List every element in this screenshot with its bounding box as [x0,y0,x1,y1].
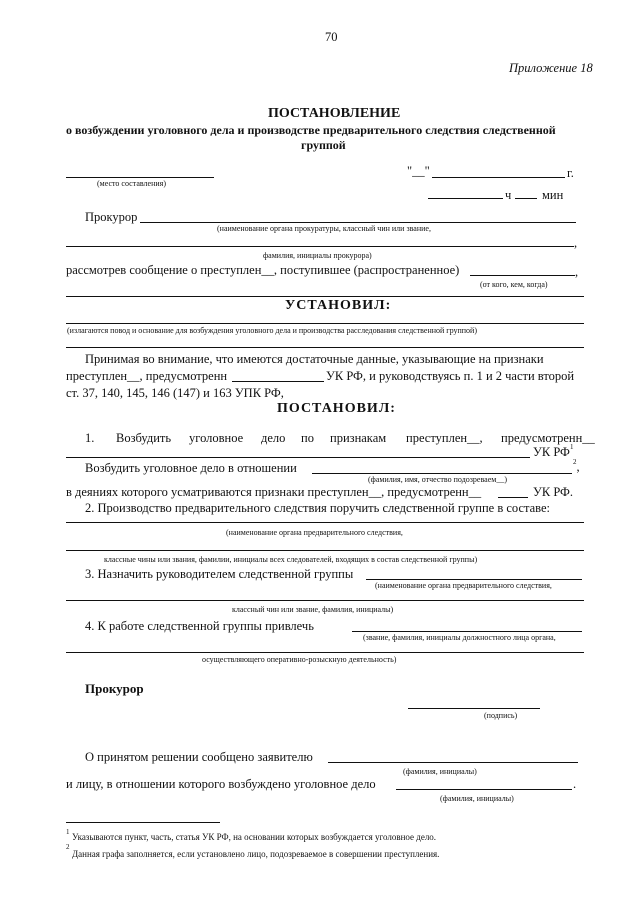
hours-label: ч [505,188,512,202]
grounds-hint: (излагаются повод и основание для возбуждения уголовного дела и производства расследования следственной группой) [67,326,477,335]
considered-extra-line[interactable] [66,296,584,297]
comma: , [575,265,579,279]
item3-rank-line[interactable] [66,600,584,601]
notify-person: и лицу, в отношении которого возбуждено уголовное дело [66,777,376,791]
item1-word: 1. [85,431,95,445]
considering-line2-a: преступлен__, предусмотренн [66,369,228,383]
item2-text: 2. Производство предварительного следствия поручить следственной группе в составе: [85,501,551,515]
deeds-text: в деяниях которого усматриваются признаки преступлен__, предусмотренн__ [66,485,482,499]
item2-org-line[interactable] [66,522,584,523]
class-rank-hint: классный чин или звание, фамилия, инициалы) [232,605,394,614]
item4-text: 4. К работе следственной группы привлечь [85,619,314,633]
item1-word: признакам [330,431,387,445]
item1-word: преступлен__, [406,431,483,445]
footnote-mark-2-inline: $^2$, [573,458,580,474]
item1-against: Возбудить уголовное дело в отношении [85,461,297,475]
prosecutor-name-line[interactable] [66,246,574,247]
signature-line[interactable] [408,708,540,709]
prosecutor-name-hint: фамилия, инициалы прокурора) [263,251,372,260]
date-month-line[interactable] [432,177,565,178]
prosecutor-org-hint: (наименование органа прокуратуры, классный чин или звание, [217,224,431,233]
hours-line[interactable] [428,198,503,199]
investigators-hint: классные чины или звания, фамилии, инициалы всех следователей, входящих в состав следственной группы) [104,555,478,564]
resolved-heading: ПОСТАНОВИЛ: [277,401,396,416]
grounds-line[interactable] [66,323,584,324]
name-initials-hint-2: (фамилия, инициалы) [440,794,514,803]
minutes-label: мин [542,188,564,202]
considering-line3: ст. 37, 140, 145, 146 (147) и 163 УПК РФ, [66,386,284,400]
notify-applicant: О принятом решении сообщено заявителю [85,750,313,764]
page-number: 70 [325,30,338,44]
footnote-separator [66,822,220,823]
person-line[interactable] [396,789,572,790]
place-line[interactable] [66,177,214,178]
applicant-line[interactable] [328,762,578,763]
grounds-line-2[interactable] [66,347,584,348]
place-hint: (место составления) [97,179,166,188]
minutes-line[interactable] [515,198,537,199]
dot: . [573,777,577,791]
item2-members-line[interactable] [66,550,584,551]
prosecutor-label: Прокурор [85,210,138,224]
considering-line2-b: УК РФ, и руководствуясь п. 1 и 2 части второй [326,369,575,383]
considering-line1: Принимая во внимание, что имеются достаточные данные, указывающие на признаки [85,352,544,366]
footnote-1-text: Указываются пункт, часть, статья УК РФ, на основании которых возбуждается уголовное дело. [72,832,437,842]
uk-rf-label: УК $РФ^1$ [533,443,574,459]
uk-rf-dot: УК РФ. [533,485,574,499]
item1-word: дело [261,431,286,445]
operative-hint: осуществляющего оперативно-розыскную деятельность) [202,655,397,664]
appendix-label: Приложение 18 [509,61,593,75]
deeds-articles-line[interactable] [498,497,528,498]
footnote-2-text: Данная графа заполняется, если установлено лицо, подозреваемое в совершении преступления. [72,849,440,859]
footnote-1-mark: 1 [66,828,70,836]
year-suffix: г. [567,166,574,180]
established-heading: УСТАНОВИЛ: [285,298,392,313]
item1-word: предусмотренн__ [501,431,595,445]
org-prelim-hint-2: (наименование органа предварительного следствия, [375,581,552,590]
from-whom-line[interactable] [470,275,575,276]
date-day-quotes: "__" [407,164,430,178]
item3-head-line[interactable] [366,579,582,580]
item1-articles-line[interactable] [66,457,530,458]
official-hint: (звание, фамилия, инициалы должностного лица органа, [363,633,556,642]
document-title: ПОСТАНОВЛЕНИЕ [268,106,401,121]
org-prelim-hint: (наименование органа предварительного следствия, [226,528,403,537]
footnote-2-mark: 2 [66,843,70,851]
item4-extra-line[interactable] [66,652,584,653]
item1-word: по [301,431,314,445]
prosecutor-sign-label: Прокурор [85,681,144,696]
document-subtitle-line1: о возбуждении уголовного дела и производстве предварительного следствия следственной [66,123,556,137]
document-subtitle-line2: группой [301,138,346,152]
considering-articles-line[interactable] [232,381,324,382]
item1-word: уголовное [189,431,244,445]
name-initials-hint: (фамилия, инициалы) [403,767,477,776]
considered-text: рассмотрев сообщение о преступлен__, поступившее (распространенное) [66,263,460,277]
prosecutor-org-line[interactable] [140,222,576,223]
item1-word: Возбудить [116,431,172,445]
footnote-mark-1: 1 [569,443,574,451]
from-whom-hint: (от кого, кем, когда) [480,280,548,289]
suspect-line[interactable] [312,473,572,474]
comma: , [574,236,578,250]
item4-official-line[interactable] [352,631,582,632]
signature-hint: (подпись) [484,711,518,720]
suspect-hint: (фамилия, имя, отчество подозреваем__) [368,475,507,484]
item3-text: 3. Назначить руководителем следственной группы [85,567,354,581]
